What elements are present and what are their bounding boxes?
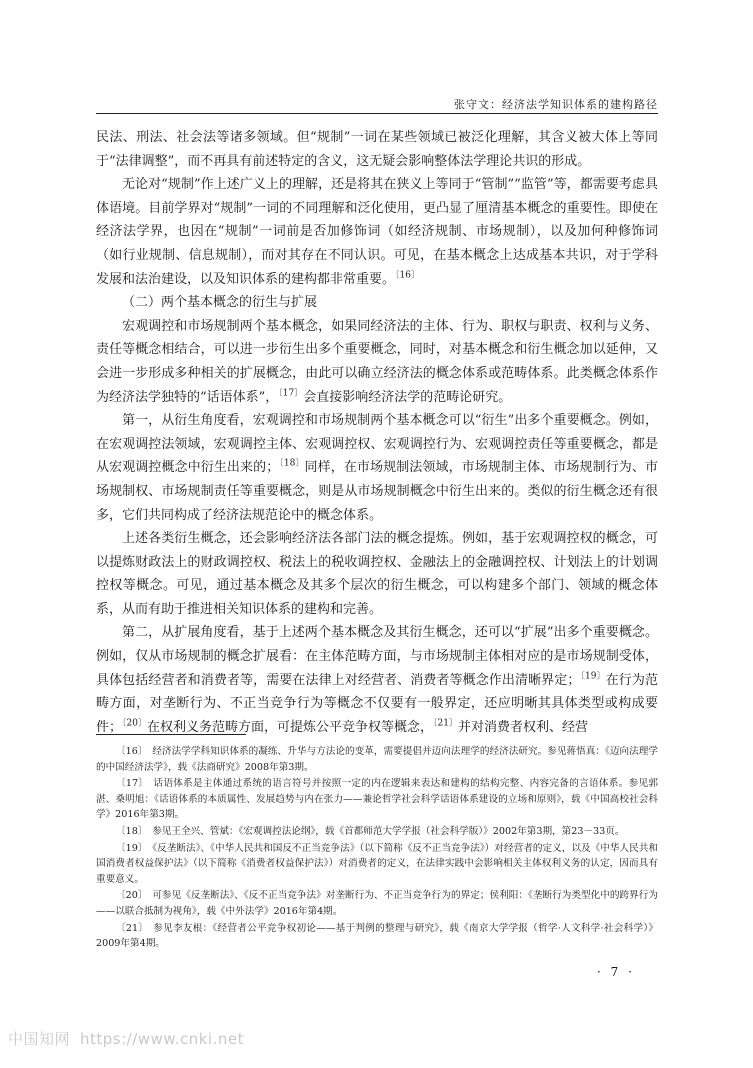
paragraph-2: [96, 173, 658, 291]
footnote-ref-19[interactable]: 〔19〕: [580, 671, 606, 682]
footnote-ref-17[interactable]: 〔17〕: [278, 388, 304, 399]
footnote-21: 〔21〕 参见李友根：《经营者公平竞争权初论——基于判例的整理与研究》，载《南京大学学报（哲学·人文科学·社会科学）》2009年第4期。: [96, 922, 658, 950]
paragraph-3: [96, 315, 658, 409]
footnote-ref-18[interactable]: 〔18〕: [279, 458, 305, 469]
paragraph-3-text-a: 宏观调控和市场规制两个基本概念，如果同经济法的主体、行为、职权与职责、权利与义务、责任等概念相结合，可以进一步衍生出多个重要概念，同时，对基本概念和衍生概念加以延伸，又会进一步形成多种相关的扩展概念，由此可以确立经济法的概念体系或范畴体系。此类概念体系作为经济法学独特的“话语体系”，: [96, 318, 658, 405]
footnotes: [96, 744, 658, 953]
header-divider: [96, 113, 658, 114]
cnki-watermark: [8, 1028, 244, 1049]
paragraph-6-text-c: 在权利义务范畴方面，可提炼公平竞争权等概念，: [146, 719, 433, 735]
paragraph-1: 民法、刑法、社会法等诸多领域。但“规制”一词在某些领域已被泛化理解，其含义被大体上等同于“法律调整”，而不再具有前述特定的含义，这无疑会影响整体法学理论共识的形成。: [96, 130, 658, 169]
paragraph-6: [96, 621, 658, 739]
running-header: 张守文：经济法学知识体系的建构路径: [454, 98, 658, 111]
watermark-logo-text: 中国知网: [8, 1030, 71, 1048]
paragraph-2-text: 无论对“规制”作上述广义上的理解，还是将其在狭义上等同于“管制”“监管”等，都需要考虑具体语境。目前学界对“规制”一词的不同理解和泛化使用，更凸显了厘清基本概念的重要性。即使在经济法学界，也因在“规制”一词前是否加修饰词（如经济规制、市场规制），以及加何种修饰词（如行业规制、信息规制），而对其存在不同认识。可见，在基本概念上达成基本共识，对于学科发展和法治建设，以及知识体系的建构都非常重要。: [96, 177, 658, 287]
paragraph-5: 上述各类衍生概念，还会影响经济法各部门法的概念提炼。例如，基于宏观调控权的概念，可以提炼财政法上的财政调控权、税法上的税收调控权、金融法上的金融调控权、计划法上的计划调控权等概念。可见，通过基本概念及其多个层次的衍生概念，可以构建多个部门、领域的概念体系，从而有助于推进相关知识体系的建构和完善。: [96, 531, 658, 617]
footnote-18: 〔18〕 参见王全兴、管斌：《宏观调控法论纲》，载《首都师范大学学报（社会科学版）》2002年第3期，第23－33页。: [116, 825, 625, 837]
page-number: · 7 ·: [597, 965, 635, 979]
article-body: [96, 126, 658, 739]
footnote-17: 〔17〕 话语体系是主体通过系统的语言符号并按照一定的内在逻辑来表达和建构的结构完整、内容完备的言语体系。参见郭湛、桑明旭：《话语体系的本质属性、发展趋势与内在张力——兼论哲学社会科学话语体系建设的立场和原则》，载《中国高校社会科学》2016年第3期。: [96, 778, 658, 821]
footnote-ref-21[interactable]: 〔21〕: [432, 718, 458, 729]
paragraph-6-text-a: 第二，从扩展角度看，基于上述两个基本概念及其衍生概念，还可以“扩展”出多个重要概念。例如，仅从市场规制的概念扩展看：在主体范畴方面，与市场规制主体相对应的是市场规制受体，具体包括经营者和消费者等，需要在法律上对经营者、消费者等概念作出清晰界定；: [96, 625, 658, 688]
paragraph-3-text-b: 会直接影响经济法学的范畴论研究。: [303, 389, 512, 405]
paragraph-4: [96, 409, 658, 527]
footnote-16: 〔16〕 经济法学学科知识体系的凝练、升华与方法论的变革，需要提倡并迈向法理学的经济法研究。参见蒋悟真：《迈向法理学的中国经济法学》，载《法商研究》2008年第3期。: [96, 746, 658, 773]
footnote-divider: [96, 734, 246, 735]
paragraph-4-text-a: 第一，从衍生角度看，宏观调控和市场规制两个基本概念可以“衍生”出多个重要概念。例如，在宏观调控法领域，宏观调控主体、宏观调控权、宏观调控行为、宏观调控责任等重要概念，都是从宏观调控概念中衍生出来的；: [96, 413, 658, 476]
paragraph-6-text-d: 并对消费者权利、经营: [457, 719, 588, 735]
section-heading: （二）两个基本概念的衍生与扩展: [122, 295, 318, 311]
footnote-20: 〔20〕 可参见《反垄断法》、《反不正当竞争法》对垄断行为、不正当竞争行为的界定；侯利阳：《垄断行为类型化中的跨界行为——以联合抵制为视角》，载《中外法学》2016年第4期。: [96, 890, 658, 917]
watermark-url: https://www.cnki.net: [80, 1030, 244, 1048]
footnote-19: 〔19〕 《反垄断法》、《中华人民共和国反不正当竞争法》（以下简称《反不正当竞争法》）对经营者的定义，以及《中华人民共和国消费者权益保护法》（以下简称《消费者权益保护法》）对消费者的定义，在法律实践中会影响相关主体权利义务的认定，因而具有重要意义。: [96, 842, 658, 885]
paragraph-4-text-b: 同样，在市场规制法领域，市场规制主体、市场规制行为、市场规制权、市场规制责任等重要概念，则是从市场规制概念中衍生出来的。类似的衍生概念还有很多，它们共同构成了经济法规范论中的概念体系。: [96, 460, 658, 523]
footnote-ref-16[interactable]: 〔16〕: [395, 270, 420, 281]
footnote-ref-20[interactable]: 〔20〕: [122, 718, 147, 729]
paragraph-6-text-b: 在行为范畴方面，对垄断行为、不正当竞争行为等概念不仅要有一般界定，还应明晰其具体类型或构成要件；: [96, 672, 658, 735]
